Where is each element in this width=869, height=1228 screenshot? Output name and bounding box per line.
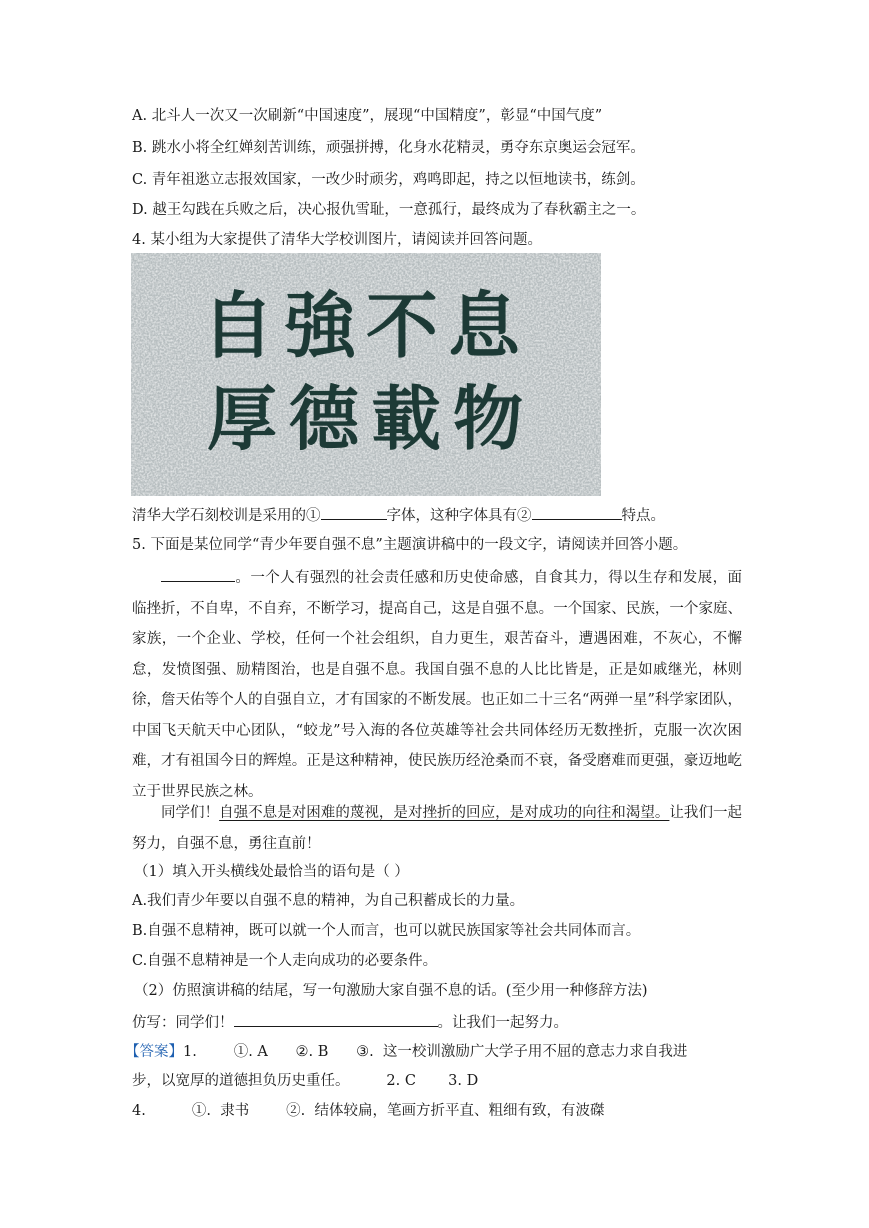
q4-fill-line — [132, 505, 742, 526]
sub-question-1: （1）填入开头横线处最恰当的语句是（ ） — [134, 864, 409, 880]
q5-prompt: 5. 下面是某位同学“青少年要自强不息”主题演讲稿中的一段文字，请阅读并回答小题。 — [132, 537, 688, 553]
sub1-option-b: B.自强不息精神，既可以就一个人而言，也可以就民族国家等社会共同体而言。 — [132, 923, 641, 939]
imitate-blank[interactable] — [234, 1012, 438, 1027]
answer-line-3: 4. ①. 隶书 ②. 结体较扁，笔画方折平直、粗细有致，有波磔 — [132, 1103, 605, 1119]
imitate-line — [132, 1012, 742, 1033]
q4-prompt: 4. 某小组为大家提供了清华大学校训图片，请阅读并回答问题。 — [132, 232, 542, 248]
sub1-option-a: A.我们青少年要以自强不息的精神，为自己积蓄成长的力量。 — [132, 893, 525, 909]
sub1-option-c: C.自强不息精神是一个人走向成功的必要条件。 — [132, 953, 438, 969]
q4-fill-part2: 字体，这种字体具有② — [386, 508, 532, 524]
q4-fill-part3: 特点。 — [621, 508, 665, 524]
option-d: D. 越王勾践在兵败之后，决心报仇雪耻，一意孤行，最终成为了春秋霸主之一。 — [132, 202, 646, 218]
answer-line-1-text: 1. ①. A ②. B ③. 这一校训激励广大学子用不屈的意志力求自我进 — [183, 1044, 688, 1060]
tsinghua-motto-stone-image — [131, 253, 601, 496]
motto-line-2: 厚德載物 — [207, 377, 535, 460]
q4-fill-part1: 清华大学石刻校训是采用的① — [132, 508, 321, 524]
closing-underlined-sentence: 自强不息是对困难的蔑视，是对挫折的回应，是对成功的向往和渴望。 — [219, 805, 670, 821]
answer-tag: 【答案】 — [125, 1044, 183, 1060]
passage-text: 。一个人有强烈的社会责任感和历史使命感，自食其力，得以生存和发展，面临挫折，不自卑，不自弃，不断学习，提高自己，这是自强不息。一个国家、民族，一个家庭、家族，一个企业、学校，任何一个社会组织，自力更生，艰苦奋斗，遭遇困难，不灰心，不懈怠，发愤图强、励精图治，也是自强不息。我国自强不息的人比比皆是，正是如戚继光，林则徐，詹天佑等个人的自强自立，才有国家的不断发展。也正如二十三名“两弹一星”科学家团队，中国飞天航天中心团队，“蛟龙”号入海的各位英雄等社会共同体经历无数挫折，克服一次次困难，才有祖国今日的辉煌。正是这种精神，使民族历经沧桑而不衰，备受磨难而更强，豪迈地屹立于世界民族之林。 — [132, 570, 742, 800]
imitate-prefix: 仿写：同学们！ — [132, 1015, 234, 1031]
imitate-suffix: 。让我们一起努力。 — [437, 1015, 568, 1031]
passage-opening-blank[interactable] — [161, 567, 235, 582]
closing-end: 让我们一起努力，自强不息，勇往直前！ — [132, 805, 743, 852]
closing-start: 同学们！ — [161, 805, 220, 821]
option-a: A. 北斗人一次又一次刷新“中国速度”，展现“中国精度”，彰显“中国气度” — [132, 108, 603, 124]
option-c: C. 青年祖逖立志报效国家，一改少时顽劣，鸡鸣即起，持之以恒地读书，练剑。 — [132, 172, 645, 188]
sub-question-2: （2）仿照演讲稿的结尾，写一句激励大家自强不息的话。(至少用一种修辞方法) — [134, 983, 648, 999]
blank-2[interactable] — [532, 505, 622, 520]
speech-closing — [132, 798, 742, 859]
speech-passage — [132, 563, 742, 807]
motto-line-1: 自強不息 — [201, 284, 531, 368]
option-b: B. 跳水小将全红婵刻苦训练，顽强拼搏，化身水花精灵，勇夺东京奥运会冠军。 — [132, 140, 645, 156]
answer-line-2: 步，以宽厚的道德担负历史重任。 2. C 3. D — [132, 1073, 479, 1089]
answer-line-1 — [125, 1042, 735, 1062]
blank-1[interactable] — [321, 505, 387, 520]
